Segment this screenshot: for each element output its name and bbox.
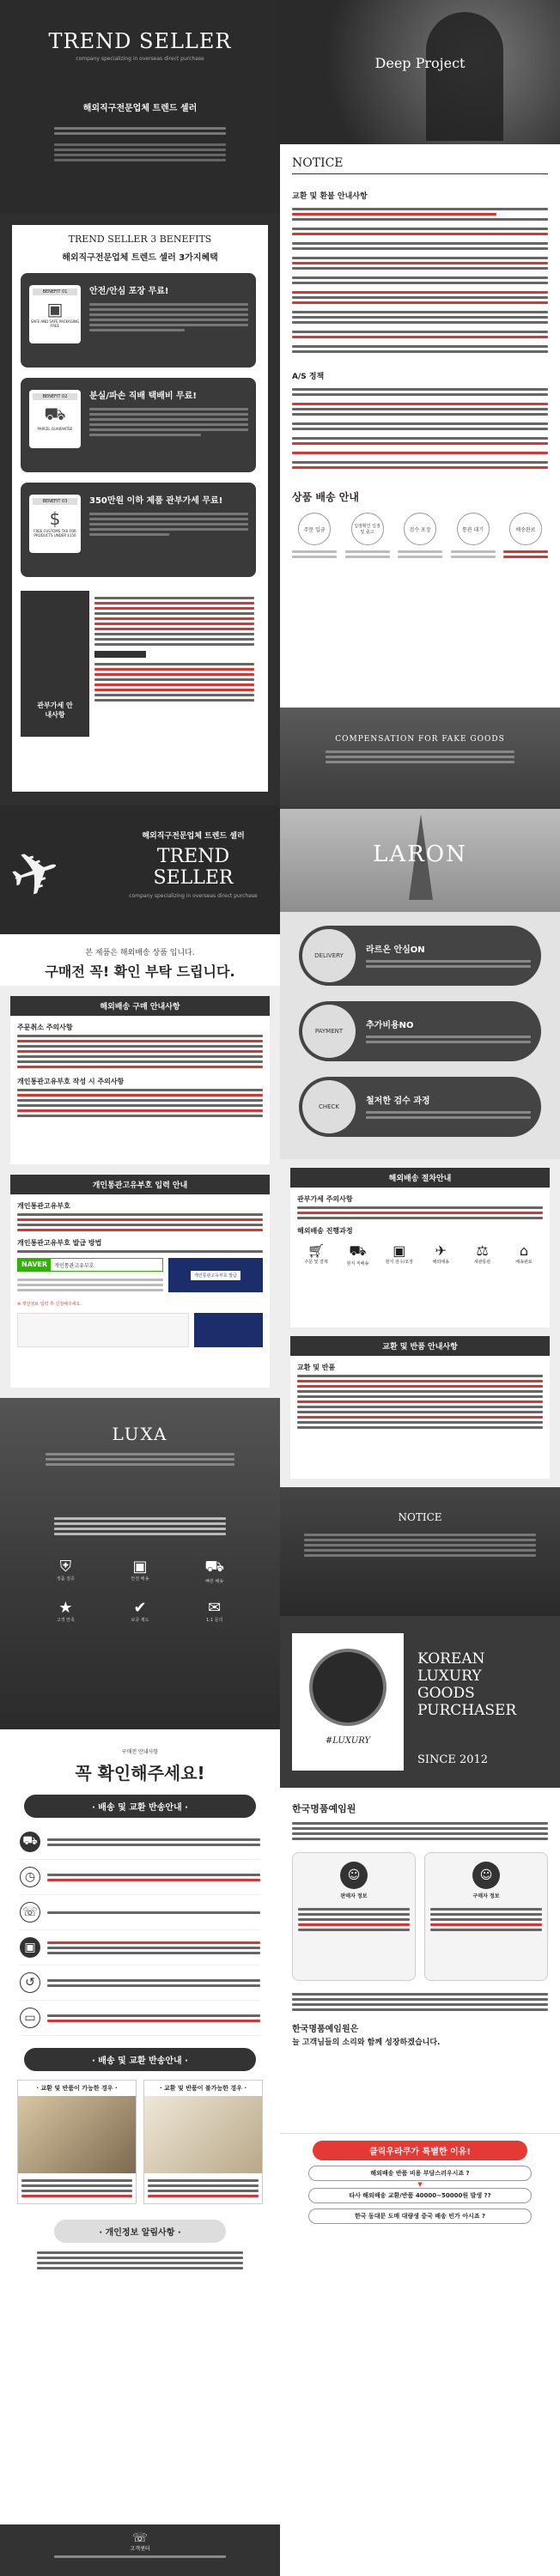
home-icon: ⌂	[519, 1242, 529, 1259]
box-icon: ▣	[393, 1242, 406, 1259]
deep-project-hero	[280, 0, 560, 144]
certificate-icon: ✔	[133, 1599, 147, 1617]
benefit-card	[21, 273, 259, 368]
luxa-brand: LUXA	[112, 1424, 168, 1444]
special-answer: 타사 해외배송 교환/반품 40000~50000원 발생 ??	[308, 2188, 532, 2203]
procedure-step: ✈ 해외배송	[422, 1242, 460, 1267]
benefit-badge: BENEFIT 01	[33, 289, 77, 295]
customs-notice-label: 관부가세 안내사항	[37, 702, 73, 719]
notice-subheading: 교환 및 환불 안내사항	[292, 192, 368, 201]
association-title: 한국명품예임원	[292, 1803, 356, 1814]
star-icon: ★	[58, 1599, 73, 1617]
benefits-section	[0, 213, 280, 805]
customs-link-button[interactable]: 개인통관고유부호 발급	[191, 1271, 240, 1280]
notice-row	[20, 1930, 260, 1965]
guide-item-heading: 주문취소 주의사항	[17, 1024, 73, 1031]
klgp-line: PURCHASER	[417, 1702, 517, 1719]
delivery-step: 배송완료	[503, 513, 548, 561]
plane-title: TREND SELLER	[153, 846, 234, 889]
notice-row	[20, 1895, 260, 1930]
laron-feature-heading: 라르온 안심ON	[366, 945, 425, 955]
overseas-guide-section	[0, 986, 280, 1175]
notice-row	[20, 1860, 260, 1895]
procedure-item-heading: 관부가세 주의사항	[297, 1195, 353, 1203]
privacy-section-pill: · 개인정보 알림사항 ·	[54, 2220, 226, 2243]
procedure-item-heading: 해외배송 진행과정	[297, 1227, 353, 1235]
laron-feature	[299, 926, 541, 986]
benefit-card	[21, 378, 259, 472]
benefits-title: TREND SELLER 3 BENEFITS	[68, 234, 212, 245]
customs-notice-block	[21, 591, 259, 737]
handbag-icon	[309, 1649, 387, 1726]
confirm-line2: 구매전 꼭! 확인 부탁 드립니다.	[45, 963, 235, 980]
benefit-badge: BENEFIT 02	[33, 393, 77, 400]
association-section	[280, 1788, 560, 2133]
headset-icon: ☏	[20, 1902, 40, 1923]
luxury-tag: #LUXURY	[325, 1736, 371, 1746]
exchange-possible-heading: · 교환 및 반품이 가능한 경우 ·	[36, 2085, 118, 2092]
customs-icon: ⚖	[476, 1242, 489, 1259]
return-icon: ↺	[20, 1972, 40, 1993]
truck-icon: ⛟	[204, 1558, 224, 1576]
package-icon: ▣	[46, 299, 64, 319]
exchange-section-pill: · 배송 및 교환 반송안내 ·	[24, 2048, 256, 2071]
truck-icon: ⛟	[44, 404, 66, 424]
laron-feature	[299, 1001, 541, 1061]
notice2-section	[280, 1487, 560, 1616]
customs-item-heading: 개인통관고유부호 발급 방법	[17, 1239, 102, 1247]
must-read-small: 구매전 안내사항	[121, 1749, 159, 1755]
info-card-title: 판매자 정보	[340, 1893, 368, 1899]
klgp-line: KOREAN	[417, 1650, 485, 1668]
laron-feature-heading: 철저한 검수 과정	[366, 1096, 430, 1106]
info-card	[424, 1852, 548, 1981]
user-icon: ☺	[340, 1862, 368, 1889]
shipping-section-pill: · 배송 및 교환 반송안내 ·	[24, 1795, 256, 1818]
guide-item-heading: 개인통관고유부호 작성 시 주의사항	[17, 1078, 125, 1085]
customs-screenshot	[168, 1258, 263, 1292]
benefit-heading: 분실/파손 직배 택배비 무료!	[89, 392, 197, 401]
customs-code-title: 개인통관고유부호 입력 안내	[10, 1175, 270, 1194]
check-icon: CHECK	[302, 1080, 356, 1133]
compensation-title: COMPENSATION FOR FAKE GOODS	[335, 735, 505, 744]
procedure-step: ⛟ 현지 직배송	[338, 1242, 376, 1267]
procedure-step: ⚖ 세관통관	[464, 1242, 502, 1267]
hero-section	[0, 0, 280, 213]
notice-row	[20, 2001, 260, 2036]
benefit-icon-label: SAFE AND SAFE PACKAGING FREE	[30, 319, 80, 328]
notice2-title: NOTICE	[398, 1511, 442, 1523]
special-question: 한국 동대문 도매 대량생 중국 배송 빈가 아시죠 ?	[308, 2208, 532, 2224]
truck-icon: ⛟	[20, 1832, 40, 1852]
special-title: 클릭우라쿠가 특별한 이유!	[313, 2141, 527, 2160]
luxa-feature: ⛨ 정품 검증	[28, 1558, 103, 1585]
bag-photo	[292, 1633, 404, 1771]
paris-photo	[280, 809, 560, 912]
brand-title: TREND SELLER	[48, 29, 232, 53]
model-silhouette	[426, 12, 503, 141]
procedure-section	[280, 1159, 560, 1336]
luxa-feature: ⛟ 빠른 배송	[177, 1558, 252, 1585]
closing-title: 한국명품예임원은	[292, 2025, 359, 2034]
delivery-step: 검수 포장	[398, 513, 442, 561]
benefit-heading: 안전/안심 포장 무료!	[89, 287, 169, 296]
benefit-heading: 350만원 이하 제품 관부가세 무료!	[89, 496, 223, 506]
plane-subtitle: company specializing in overseas direct purchase	[129, 893, 258, 899]
benefit-badge: BENEFIT 03	[33, 498, 77, 505]
laron-feature	[299, 1077, 541, 1137]
customer-center-footer	[0, 2524, 280, 2576]
down-arrow-icon: ▼	[417, 2181, 423, 2188]
naver-search-input[interactable]: 개인통관고유부호	[54, 1262, 94, 1269]
info-card	[292, 1852, 416, 1981]
laron-section	[280, 809, 560, 1159]
benefit-icon-label: FREE CUSTOMS TAX FOR PRODUCTS UNDER $150	[33, 529, 76, 538]
luxa-feature: ✉ 1:1 문의	[177, 1599, 252, 1624]
exchange-item-heading: 교환 및 반품	[297, 1364, 336, 1371]
notice-row	[20, 1825, 260, 1860]
box-icon: ▣	[20, 1937, 40, 1958]
delivery-step: 통관 대기	[451, 513, 496, 561]
must-read-section	[0, 1729, 280, 2576]
hero-text	[54, 127, 226, 161]
user-icon: ☺	[472, 1862, 500, 1889]
delivery-step: 주문 입금	[292, 513, 337, 561]
exchange-section	[280, 1336, 560, 1487]
notice-section	[280, 144, 560, 708]
airplane-icon: ✈	[0, 831, 70, 915]
plane-section	[0, 805, 280, 934]
must-read-title: 꼭 확인해주세요!	[75, 1763, 205, 1783]
card-icon: ▭	[20, 2008, 40, 2028]
special-section	[280, 2133, 560, 2231]
customs-footnote: ※ 개인정보 입력 후 신청해주세요.	[17, 1302, 82, 1307]
customs-item-heading: 개인통관고유부호	[17, 1202, 70, 1210]
laron-feature-heading: 추가비용NO	[366, 1020, 414, 1030]
procedure-step: ⌂ 배송완료	[505, 1242, 543, 1267]
compensation-section	[280, 708, 560, 809]
notice-subheading: A/S 정책	[292, 373, 325, 381]
info-card-title: 구매자 정보	[472, 1893, 500, 1899]
procedure-title: 해외배송 절차안내	[290, 1168, 550, 1188]
shield-icon: ⛨	[59, 1558, 72, 1576]
procedure-step: 🛒︎ 주문 및 결제	[297, 1242, 335, 1267]
confirm-section	[0, 934, 280, 986]
luxa-feature: ★ 고객 만족	[28, 1599, 103, 1624]
headset-icon: ☏	[132, 2531, 148, 2545]
notice-row	[20, 1965, 260, 2001]
laron-brand: LARON	[373, 841, 467, 867]
truck-icon: ⛟	[349, 1242, 367, 1259]
klgp-line: LUXURY	[417, 1668, 482, 1685]
luxa-feature: ✔ 보증 제도	[103, 1599, 178, 1624]
cart-icon: 🛒︎	[307, 1242, 326, 1259]
plane-korean-title: 해외직구전문업체 트렌드 셀러	[142, 832, 245, 841]
dollar-icon: $	[49, 508, 61, 529]
luxa-section	[0, 1398, 280, 1729]
exchange-impossible-heading: · 교환 및 반품이 불가능한 경우 ·	[159, 2085, 247, 2092]
notice-title: NOTICE	[292, 156, 548, 174]
klgp-line: GOODS	[417, 1685, 475, 1702]
product-photo	[18, 2096, 136, 2173]
airplane-icon: ✈	[435, 1242, 447, 1259]
benefit-icon-label: PARCEL GUARANTEE	[37, 427, 73, 431]
chat-icon: ✉	[208, 1599, 222, 1617]
clock-icon: ◷	[20, 1867, 40, 1887]
customs-code-section	[0, 1175, 280, 1398]
delivery-step: 입점확인 입점 및 출고	[345, 513, 390, 561]
brand-subtitle: company specializing in overseas direct purchase	[76, 56, 204, 62]
benefit-card	[21, 483, 259, 577]
benefits-subtitle: 해외직구전문업체 트렌드 셀러 3가지혜택	[62, 253, 218, 263]
luxa-feature: ▣ 안전 배송	[103, 1558, 178, 1585]
special-question: 해외배송 반품 비용 부담스러우시죠 ?	[308, 2166, 532, 2181]
naver-logo: NAVER	[18, 1258, 51, 1272]
procedure-step: ▣ 현지 검수/포장	[380, 1242, 418, 1267]
korean-title: 해외직구전문업체 트렌드 셀러	[82, 104, 198, 113]
overseas-guide-title: 해외배송 구매 안내사항	[10, 996, 270, 1016]
since-label: SINCE 2012	[417, 1753, 489, 1766]
payment-icon: PAYMENT	[302, 1005, 356, 1058]
exchange-title: 교환 및 반품 안내사항	[290, 1336, 550, 1356]
box-icon: ▣	[132, 1558, 148, 1576]
deep-project-title: Deep Project	[374, 55, 466, 71]
customer-center-label: 고객센터	[130, 2546, 150, 2552]
delivery-title: 상품 배송 안내	[292, 491, 359, 503]
product-photo	[144, 2096, 262, 2173]
delivery-icon: DELIVERY	[302, 929, 356, 982]
confirm-line1: 본 제품은 해외배송 상품 입니다.	[85, 949, 195, 957]
closing-subtitle: 늘 고객님들의 소리와 함께 성장하겠습니다.	[292, 2038, 441, 2047]
klgp-section	[280, 1616, 560, 1788]
